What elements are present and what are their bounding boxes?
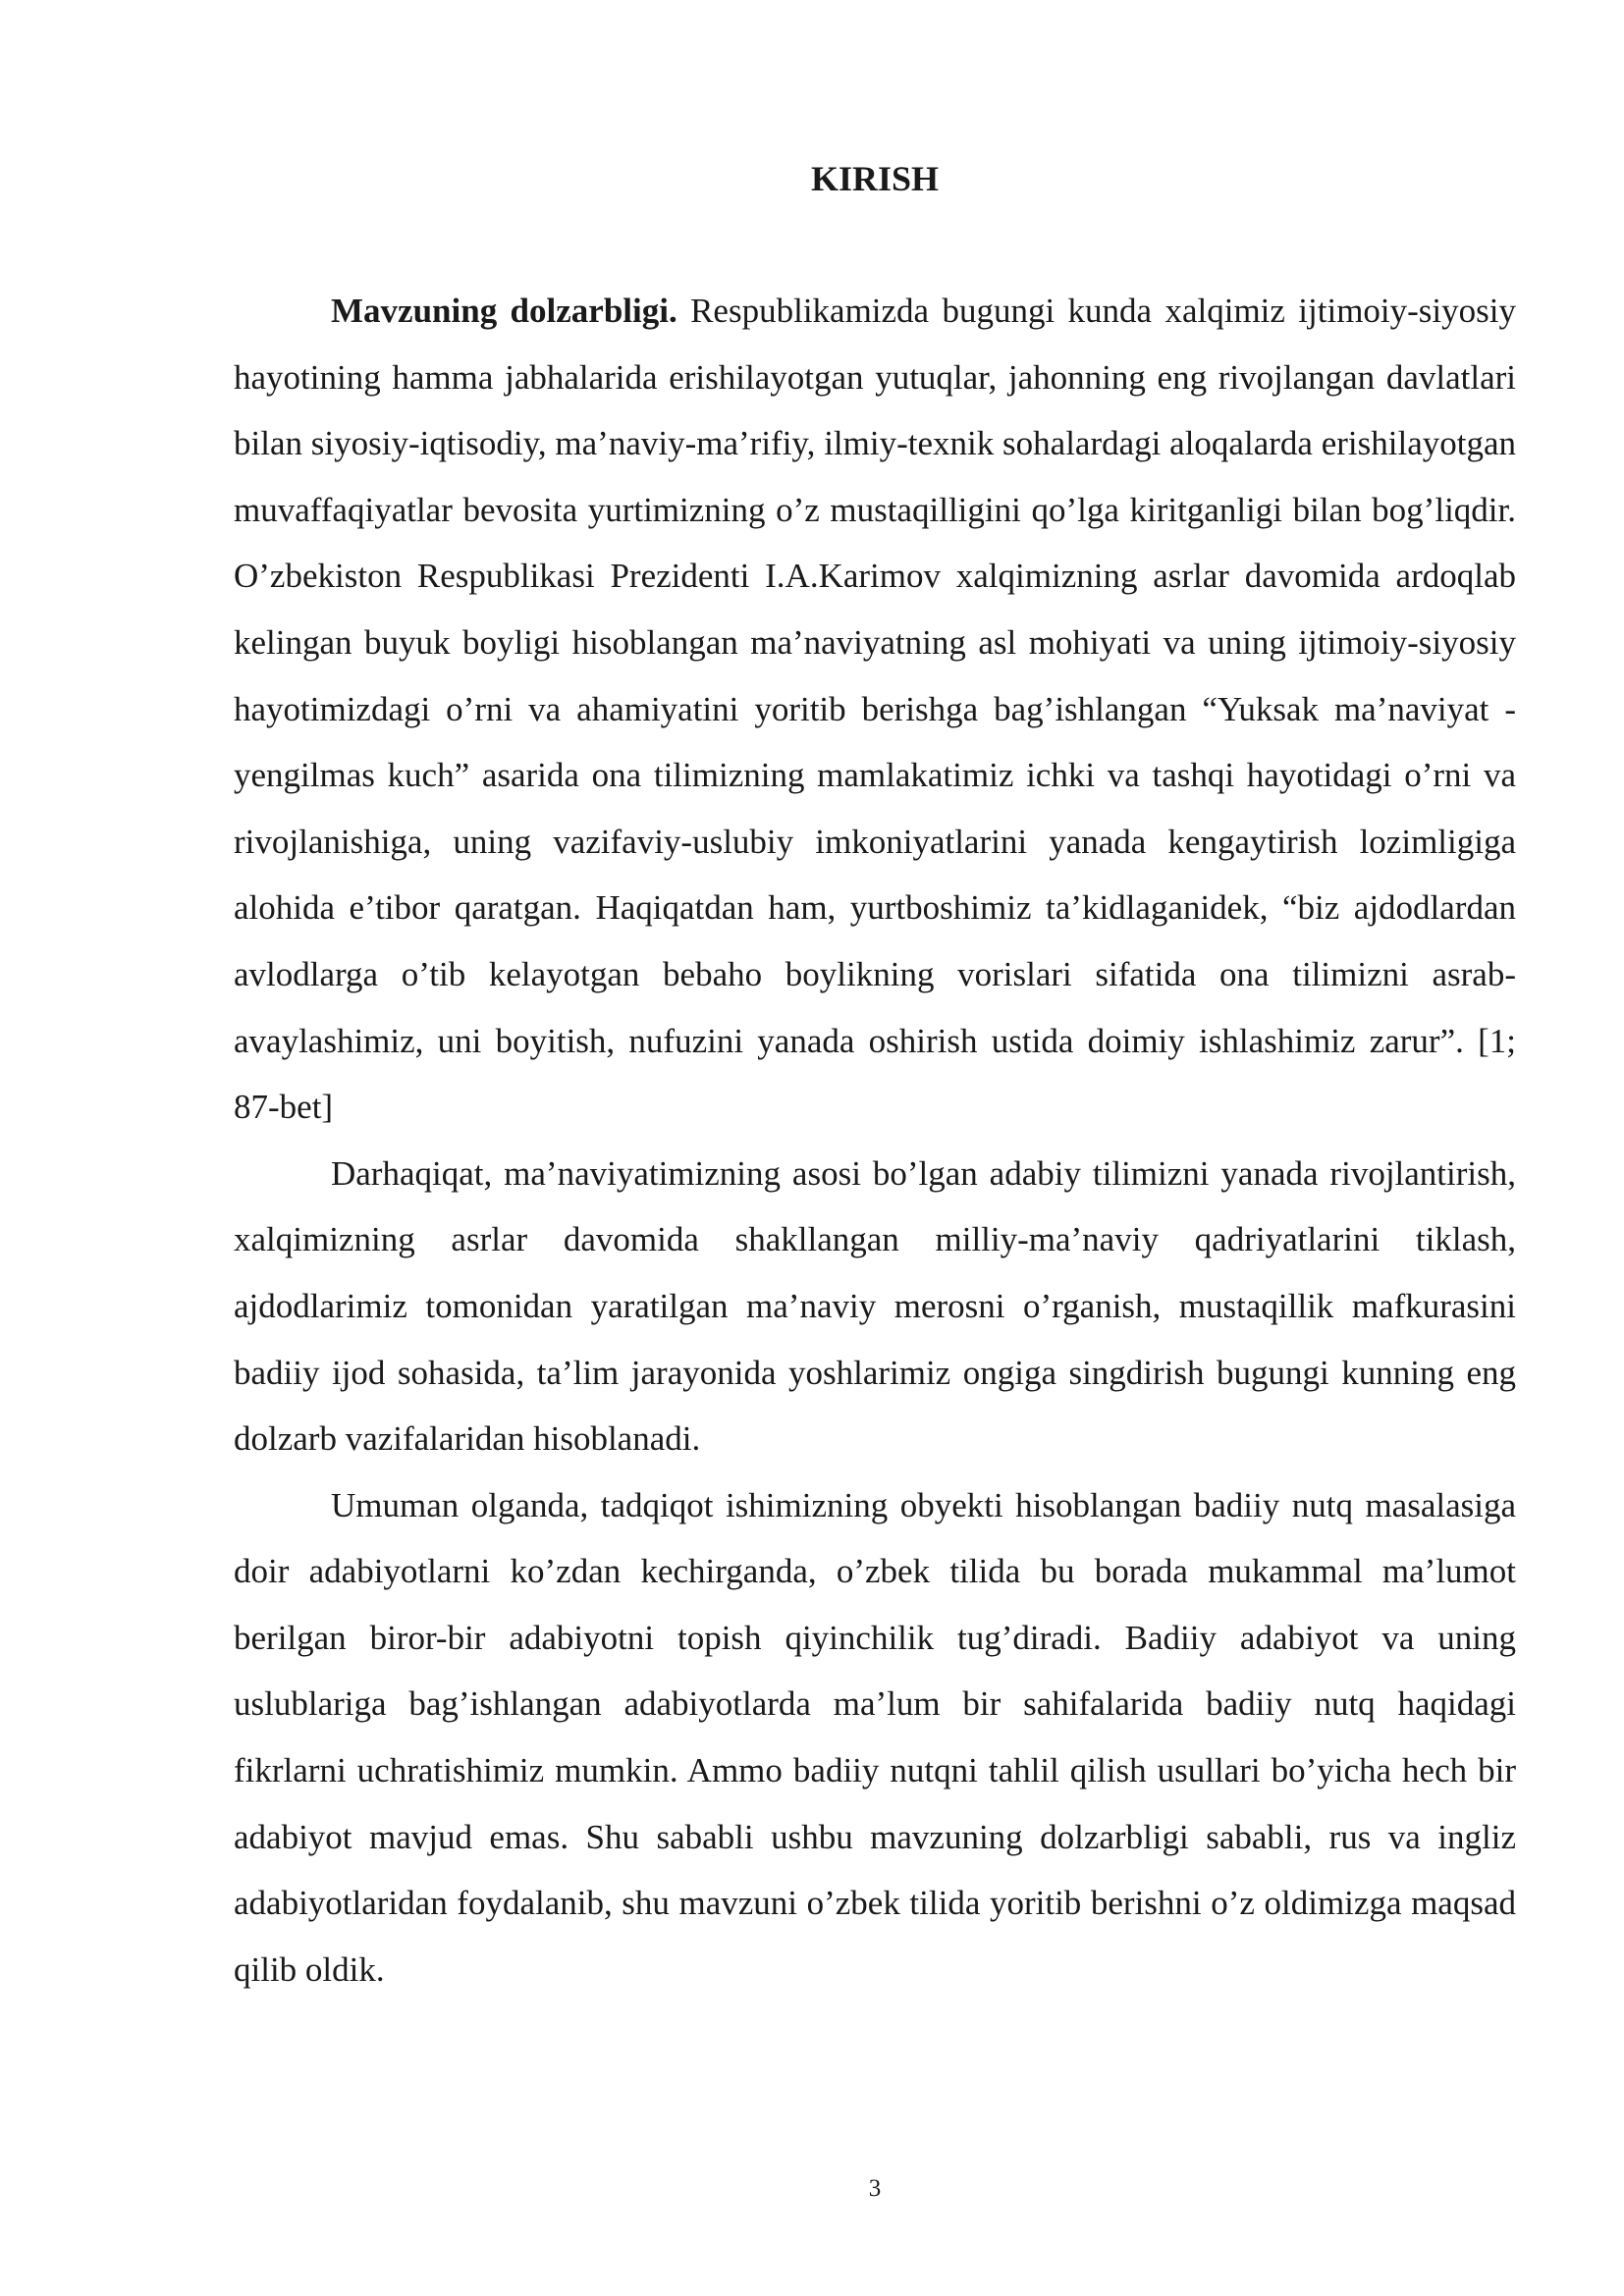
paragraph-text: Respublikamizda bugungi kunda xalqimiz ijtimoiy-siyosiy hayotining hamma jabhalarida erishilayotgan yutuqlar, jahonning eng rivojlangan davlatlari bilan siyosiy-iqtisodiy, ma’naviy-ma’rifiy, ilmiy-texnik sohalardagi aloqalarda erishilayotgan muvaffaqiyatlar bevosita yurtimizning o’z mustaqilligini qo’lga kiritganligi bilan bog’liqdir. O’zbekiston Respublikasi Prezidenti I.A.Karimov xalqimizning asrlar davomida ardoqlab kelingan buyuk boyligi hisoblangan ma’naviyatning asl mohiyati va uning ijtimoiy-siyosiy hayotimizdagi o’rni va ahamiyatini yoritib berishga bag’ishlangan “Yuksak ma’naviyat - yengilmas kuch” asarida ona tilimizning mamlakatimiz ichki va tashqi hayotidagi o’rni va rivojlanishiga, uning vazifaviy-uslubiy imkoniyatlarini yanada kengaytirish lozimligiga alohida e’tibor qaratgan. Haqiqatdan ham, yurtboshimiz ta’kidlaganidek, “biz ajdodlardan avlodlarga o’tib kelayotgan bebaho boylikning vorislari sifatida ona tilimizni asrab-avaylashimiz, uni boyitish, nufuzini yanada oshirish ustida doimiy ishlashimiz zarur”. [1; 87-bet] [234, 292, 1516, 1127]
page-number: 3 [868, 2175, 882, 2202]
paragraph: Umuman olganda, tadqiqot ishimizning obyekti hisoblangan badiiy nutq masalasiga doir adabiyotlarni ko’zdan kechirganda, o’zbek tilida bu borada mukammal ma’lumot berilgan biror-bir adabiyotni topish qiyinchilik tug’diradi. Badiiy adabiyot va uning uslublariga bag’ishlangan adabiyotlarda ma’lum bir sahifalarida badiiy nutq haqidagi fikrlarni uchratishimiz mumkin. Ammo badiiy nutqni tahlil qilish usullari bo’yicha hech bir adabiyot mavjud emas. Shu sababli ushbu mavzuning dolzarbligi sababli, rus va ingliz adabiyotlaridan foydalanib, shu mavzuni o’zbek tilida yoritib berishni o’z oldimizga maqsad qilib oldik. [234, 1485, 1516, 1989]
body-text [234, 278, 1516, 2002]
section-title: KIRISH [810, 159, 940, 198]
paragraph-relevance [234, 278, 1516, 1141]
paragraph-lead: Mavzuning dolzarbligi. [331, 292, 677, 330]
paragraph: Darhaqiqat, ma’naviyatimizning asosi bo’lgan adabiy tilimizni yanada rivojlantirish, xalqimizning asrlar davomida shakllangan milliy-ma’naviy qadriyatlarini tiklash, ajdodlarimiz tomonidan yaratilgan ma’naviy merosni o’rganish, mustaqillik mafkurasini badiiy ijod sohasida, ta’lim jarayonida yoshlarimiz ongiga singdirish bugungi kunning eng dolzarb vazifalaridan hisoblanadi. [234, 1153, 1516, 1459]
